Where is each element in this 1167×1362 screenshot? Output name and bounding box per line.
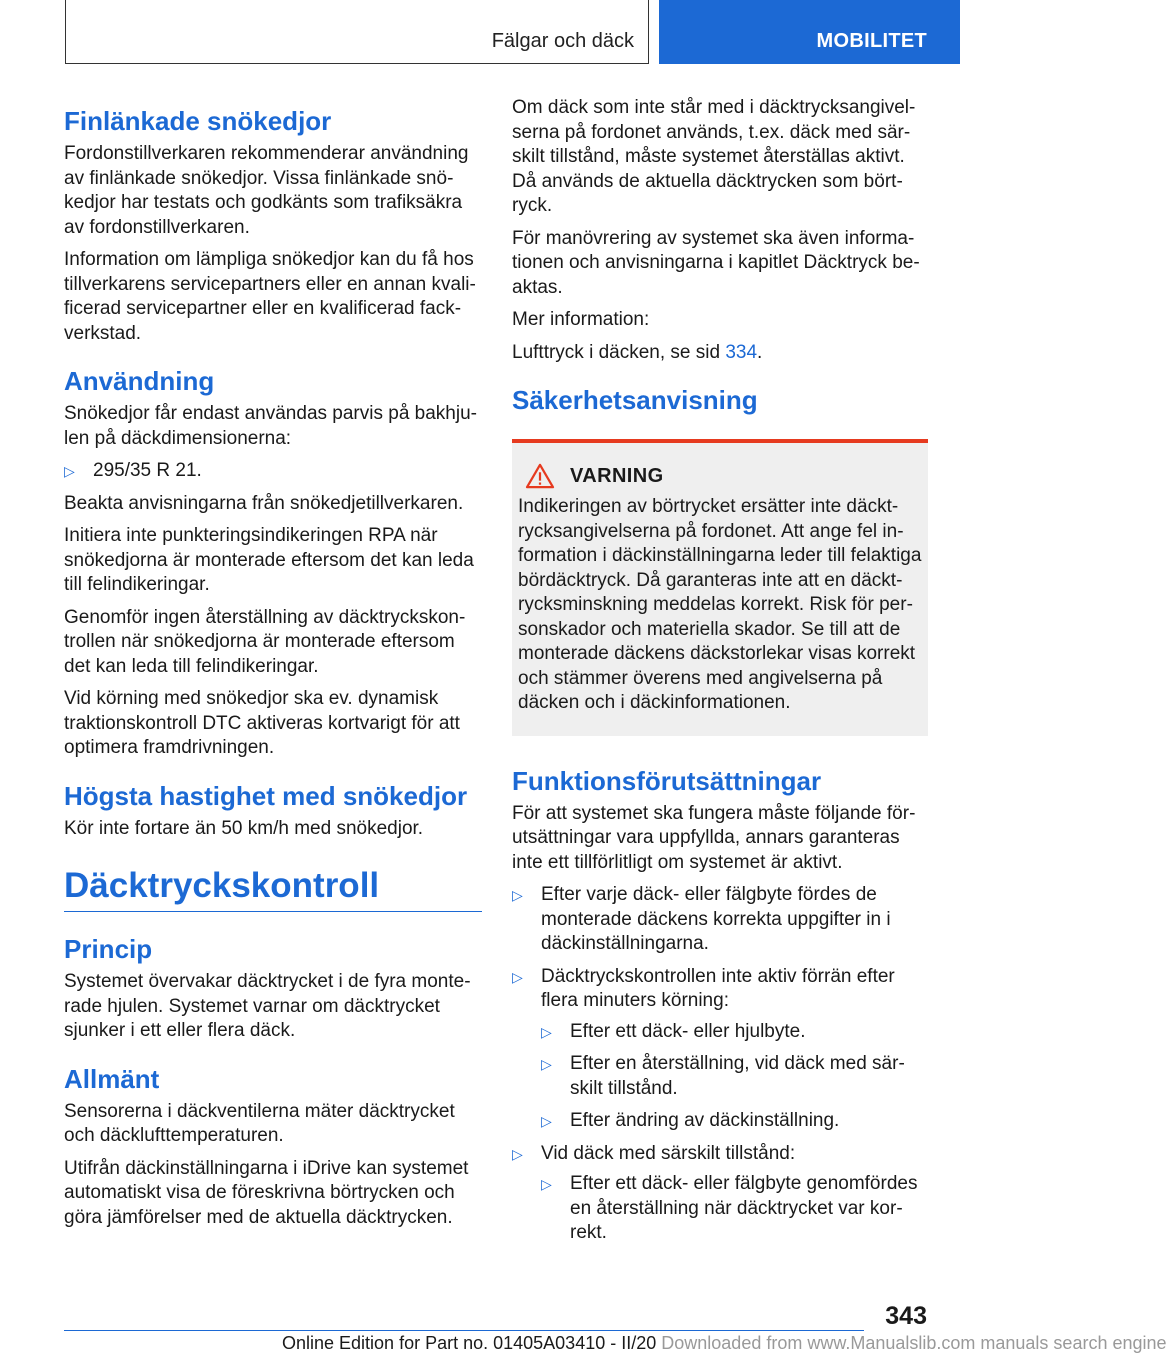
paragraph-text: Lufttryck i däcken, se sid	[512, 341, 726, 363]
paragraph: Snökedjor får endast användas parvis på bakhjulen på däckdimensionerna:	[64, 403, 477, 449]
triangle-bullet-icon: ▷	[541, 1176, 552, 1192]
bullet-list	[64, 459, 482, 484]
header-section-box	[65, 0, 649, 64]
list-item-text: Däcktryckskontrollen inte aktiv förrän efter flera minuters körning:	[541, 965, 895, 1011]
list-item	[512, 965, 928, 1134]
header-chapter-title: MOBILITET	[816, 30, 927, 52]
triangle-bullet-icon: ▷	[512, 1145, 523, 1162]
paragraph: Initiera inte punkteringsindikeringen RPA när snökedjorna är monterade eftersom det kan leda till felindikeringar.	[64, 525, 474, 595]
section-general	[64, 1064, 482, 1231]
paragraph: För manövrering av systemet ska även informationen och anvisningarna i kapitlet Däcktryck beaktas.	[512, 227, 920, 298]
list-item-text: Efter ett däck- eller hjulbyte.	[570, 1020, 806, 1042]
sub-list-item	[541, 1172, 928, 1246]
header-chapter-tab	[659, 0, 960, 64]
footer-edition	[282, 1333, 1167, 1354]
header-section-title: Fälgar och däck	[491, 30, 634, 52]
triangle-bullet-icon: ▷	[512, 968, 523, 985]
warning-box	[512, 439, 928, 736]
section-title: Funktionsförutsättningar	[512, 765, 822, 796]
section-title: Allmänt	[64, 1063, 160, 1094]
chapter-title: Däcktryckskontroll	[64, 865, 482, 912]
triangle-bullet-icon: ▷	[541, 1056, 552, 1072]
section-fine-link-chains	[64, 106, 482, 346]
warning-header	[518, 463, 922, 489]
warning-triangle-icon	[524, 463, 556, 489]
sub-bullet-list	[541, 1020, 928, 1134]
paragraph-end: .	[757, 341, 763, 363]
section-title: Princip	[64, 934, 153, 964]
paragraph: Kör inte fortare än 50 km/h med snökedjor.	[64, 817, 424, 839]
paragraph: Utifrån däckinställningarna i iDrive kan systemet automatiskt visa de föreskrivna börtrycken och göra jämförelser med de aktuella däcktrycken.	[64, 1157, 469, 1228]
paragraph: Om däck som inte står med i däcktrycksangivelserna på fordonet används, t.ex. däck med särskilt tillstånd, måste systemet återställas aktivt. Då används de aktuella däcktrycken som börtryck.	[512, 97, 916, 216]
section-max-speed	[64, 781, 482, 842]
section-title: Användning	[64, 366, 215, 396]
section-title: Säkerhetsanvisning	[512, 385, 758, 415]
list-item-text: Efter ett däck- eller fälgbyte genomfördes en återställning när däcktrycket var korrekt.	[570, 1173, 918, 1243]
watermark-text: Downloaded from www.Manualslib.com manuals search engine	[661, 1333, 1167, 1353]
list-item	[64, 459, 482, 484]
warning-label: VARNING	[570, 464, 664, 487]
page-number: 343	[885, 1302, 927, 1330]
sub-list-item	[541, 1020, 928, 1045]
paragraph: Fordonstillverkaren rekommenderar användning av finlänkade snökedjor. Vissa finlänkade snökedjor har testats och godkänts som trafiksäkra av fordonstillverkaren.	[64, 143, 469, 238]
section-title: Högsta hastighet med snökedjor	[64, 780, 468, 811]
right-column	[512, 96, 928, 1254]
sub-list-item	[541, 1109, 928, 1134]
list-item-text: Efter ändring av däckinställning.	[570, 1110, 840, 1131]
triangle-bullet-icon: ▷	[541, 1023, 552, 1040]
paragraph: Vid körning med snökedjor ska ev. dynamisk traktionskontroll DTC aktiveras kortvarigt för att optimera framdrivningen.	[64, 688, 460, 758]
section-safety	[512, 385, 928, 736]
list-item-text: 295/35 R 21.	[93, 460, 202, 481]
list-item	[512, 1142, 928, 1246]
section-usage	[64, 366, 482, 761]
footer-divider	[64, 1330, 864, 1331]
section-requirements	[512, 766, 928, 1246]
sub-list-item	[541, 1052, 928, 1101]
paragraph: Information om lämpliga snökedjor kan du få hos tillverkarens servicepartners eller en annan kvalificerad servicepartner eller en kvalificerad fackverkstad.	[64, 249, 476, 344]
left-column	[64, 96, 482, 1238]
section-title: Finlänkade snökedjor	[64, 106, 332, 136]
paragraph: Sensorerna i däckventilerna mäter däcktrycket och däcklufttemperaturen.	[64, 1100, 455, 1146]
paragraph-with-link	[512, 341, 928, 366]
warning-text: Indikeringen av börtrycket ersätter inte däcktrycksangivelserna på fordonet. Att ange fel information i däckinställningarna leder till felaktiga bördäcktryck. Då garanteras inte att en däcktrycksminskning meddelas korrekt. Risk för personskador och materiella skador. Se till att de monterade däckens däckstorlekar visas korrekt och stämmer överens med angivelserna på däcken och i däckinformationen.	[518, 496, 922, 713]
paragraph: Genomför ingen återställning av däcktryckskontrollen när snökedjorna är monterade eftersom det kan leda till felindikeringar.	[64, 606, 466, 677]
page-reference-link[interactable]: 334	[725, 341, 758, 363]
list-item-text: Efter varje däck- eller fälgbyte fördes de monterade däckens korrekta uppgifter in i däckinställningarna.	[541, 884, 891, 954]
bullet-list	[512, 883, 928, 1246]
list-item-text: Vid däck med särskilt tillstånd:	[541, 1142, 796, 1164]
sub-bullet-list	[541, 1172, 928, 1246]
edition-text: Online Edition for Part no. 01405A03410 - II/20	[282, 1333, 657, 1353]
paragraph: Beakta anvisningarna från snökedjetillverkaren.	[64, 492, 464, 514]
triangle-bullet-icon: ▷	[541, 1113, 552, 1129]
triangle-bullet-icon: ▷	[64, 463, 75, 479]
paragraph: För att systemet ska fungera måste följande förutsättningar vara uppfyllda, annars garanteras inte ett tillförlitligt om systemet är aktivt.	[512, 802, 916, 873]
list-item-text: Efter en återställning, vid däck med särskilt tillstånd.	[570, 1053, 905, 1099]
section-principle	[64, 934, 482, 1044]
paragraph: Mer information:	[512, 309, 650, 330]
paragraph: Systemet övervakar däcktrycket i de fyra monterade hjulen. Systemet varnar om däcktrycket sjunker i ett eller flera däck.	[64, 971, 471, 1041]
list-item	[512, 883, 928, 957]
triangle-bullet-icon: ▷	[512, 887, 523, 903]
